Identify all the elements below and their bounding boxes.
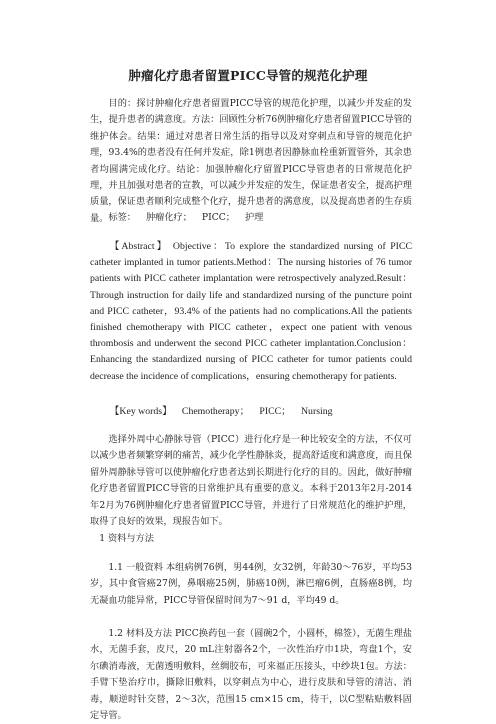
english-keyword-item: Chemotherapy； <box>181 406 250 417</box>
english-keywords <box>90 404 412 420</box>
english-abstract <box>90 239 412 385</box>
paper-title: 肿瘤化疗患者留置PICC导管的规范化护理 <box>128 68 368 83</box>
section-1-2-paragraph: 1.2 材料及方法 PICC换药包一套（圆碗2个，小圆杯，棉签），无菌生理盐水，无菌手套，皮尺，20 mL注射器各2个，一次性治疗巾1块，弯盘1个，安尔碘消毒液，无菌透明敷料，丝绸胶布，可来福正压接头，中纱块1包。方法：手臂下垫治疗巾，撕除旧敷料，以穿刺点为中心，进行皮肤和导管的清洁、消毒，顺逆时针交替，2～3次，范围15 cm×15 cm，待干，以C型粘贴敷料固定导管。 <box>90 628 412 722</box>
chinese-keywords <box>90 210 412 226</box>
english-keywords-label: 【Key words】 <box>109 406 172 417</box>
keyword-item: 肿瘤化疗； <box>145 212 192 223</box>
english-keyword-item: PICC； <box>259 406 291 417</box>
english-abstract-text: Objective：To explore the standardized nursing of PICC catheter implanted in tumor patients.Method：The nursing histories of 76 tumor patients with PICC catheter implantation were retrospectively analyzed.Result：Through instruction for daily life and standardized nursing of the puncture point and PICC catheter，93.4% of the patients had no complications.All the patients finished chemotherapy with PICC catheter，expect one patient with venous thrombosis and underwent the second PICC catheter implantation.Conclusion：Enhancing the standardized nursing of PICC catheter for tumor patients could decrease the incidence of complications，ensuring chemotherapy for patients. <box>90 241 412 382</box>
english-abstract-label: 【Abstract】 <box>109 241 169 252</box>
keywords-label: 标签： <box>108 212 136 223</box>
section-1-1-paragraph: 1.1 一般资料 本组病例76例，男44例，女32例，年龄30～76岁，平均53岁，其中食管癌27例，鼻咽癌25例，肺癌10例，淋巴瘤6例，直肠癌8例，均无凝血功能异常，PICC导管保留时间为7～91 d，平均49 d。 <box>90 562 412 606</box>
english-keyword-item: Nursing <box>300 406 333 417</box>
chinese-abstract: 目的：探讨肿瘤化疗患者留置PICC导管的规范化护理，以减少并发症的发生，提升患者的满意度。方法：回顾性分析76例肿瘤化疗患者留置PICC导管的维护体会。结果：通过对患者日常生活的指导以及对穿刺点和导管的规范化护理，93.4%的患者没有任何并发症，除1例患者因静脉血栓重新置管外，其余患者均圆满完成化疗。结论：加强肿瘤化疗留置PICC导管患者的日常规范化护理，并且加强对患者的宣教，可以减少并发症的发生，保证患者安全，提高护理质量，保证患者顺利完成整个化疗，提升患者的满意度，以及提高患者的生存质量。 <box>90 98 412 224</box>
introduction-paragraph: 选择外周中心静脉导管（PICC）进行化疗是一种比较安全的方法，不仅可以减少患者频繁穿刺的痛苦，减少化学性静脉炎，提高舒适度和满意度，而且保留外周静脉导管可以使肿瘤化疗患者达到长期进行化疗的目的。因此，做好肿瘤化疗患者留置PICC导管的日常维护具有重要的意义。本科于2013年2月-2014年2月为76例肿瘤化疗患者留置PICC导管，并进行了日常规范化的维护护理，取得了良好的效果，现报告如下。 <box>90 434 412 528</box>
section-heading-1: 1 资料与方法 <box>99 533 154 544</box>
keyword-item: PICC； <box>201 212 235 223</box>
keyword-item: 护理 <box>244 212 264 223</box>
